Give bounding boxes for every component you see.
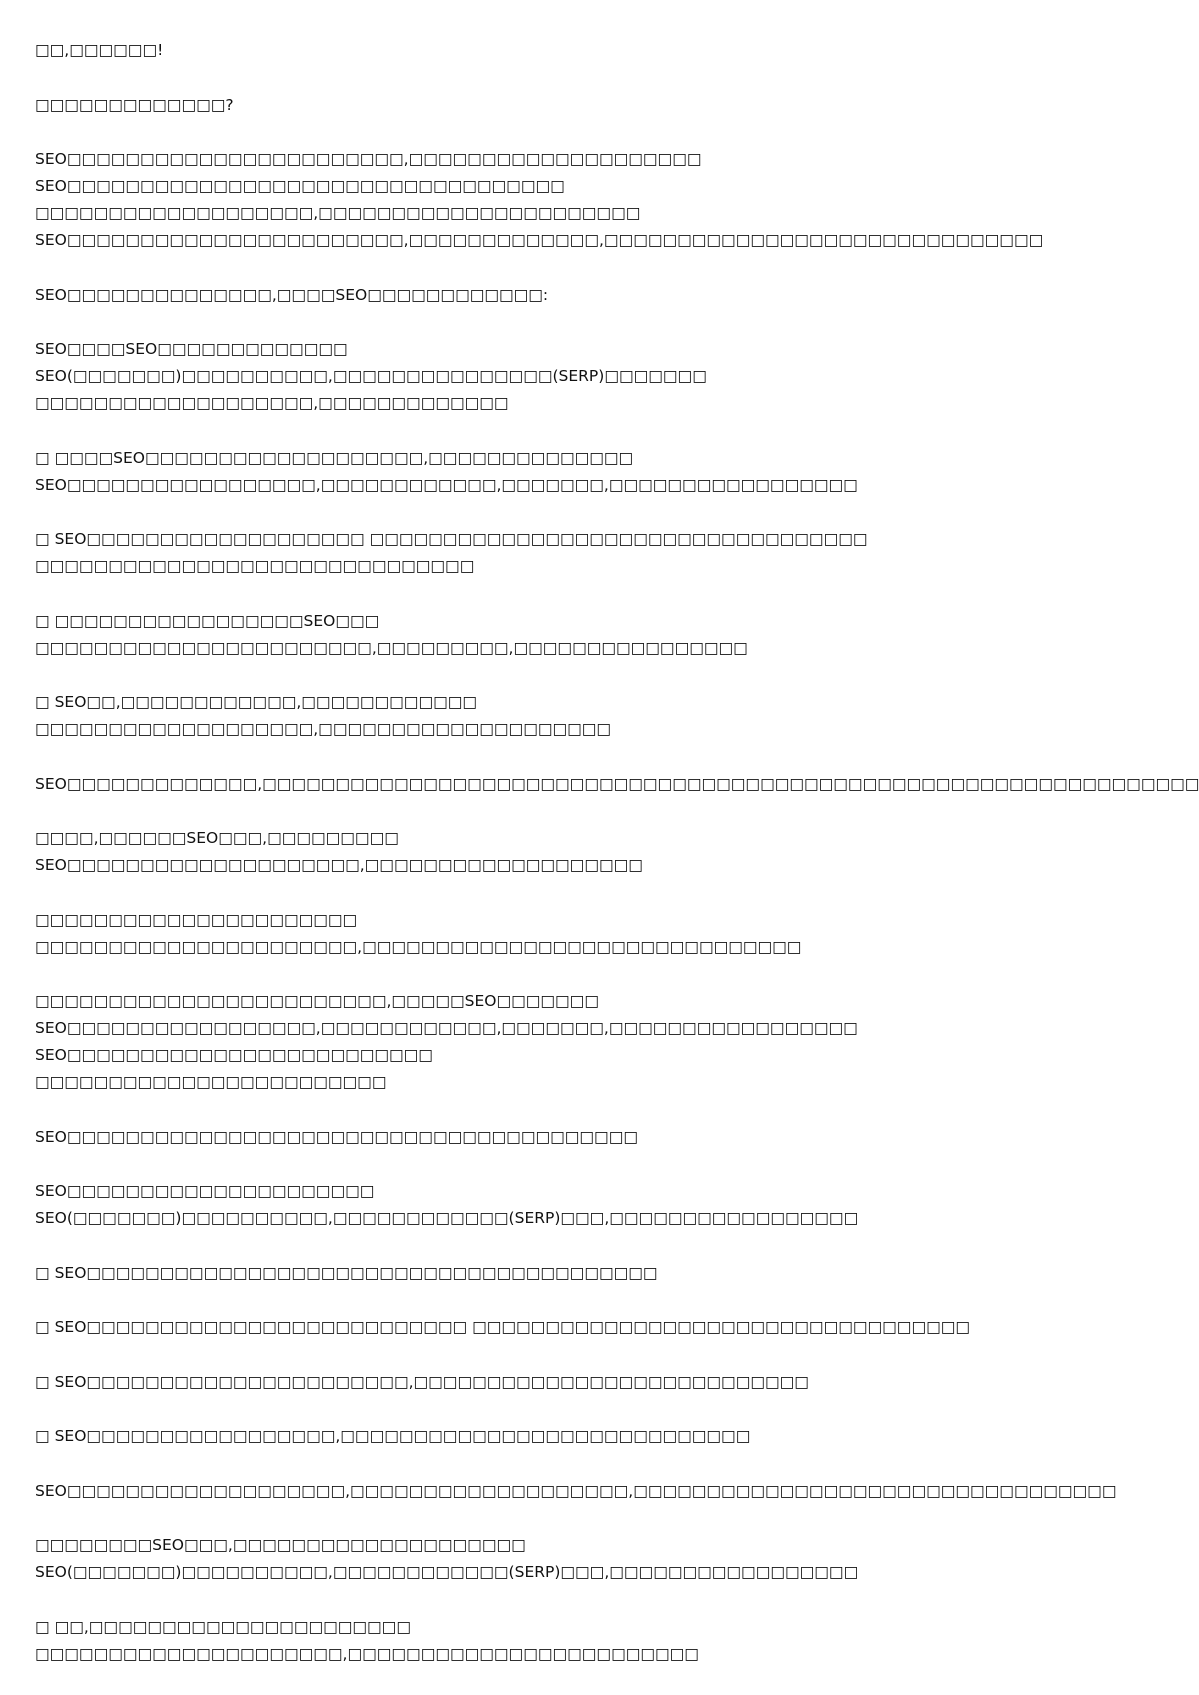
paragraph: □□□□□□□□□□□□□? — [35, 95, 234, 114]
list-item: □ SEO□□□□□□□□□□□□□□□□□□□ □□□□□□□□□□□□□□□□□□□□□□□□□□□□□□□□□□ □□□□□□□□□□□□□□□□□□□□□□□□□□□□□□ — [35, 530, 868, 575]
list-item: □ □□,□□□□□□□□□□□□□□□□□□□□□□ □□□□□□□□□□□□□□□□□□□□□,□□□□□□□□□□□□□□□□□□□□□□□□ — [35, 1617, 699, 1663]
paragraph: □□□□,□□□□□□SEO□□□,□□□□□□□□□ SEO□□□□□□□□□□□□□□□□□□□□,□□□□□□□□□□□□□□□□□□□ — [35, 829, 643, 874]
paragraph: SEO□□□□□□□□□□□□□□□□□□□□□□□□□□□□□□□□□□□□□□□ — [35, 1127, 638, 1146]
paragraph: SEO□□□□□□□□□□□□□□□□□□□,□□□□□□□□□□□□□□□□□□□,□□□□□□□□□□□□□□□□□□□□□□□□□□□□□□□□□ — [35, 1481, 1117, 1500]
paragraph: □ □□□□SEO□□□□□□□□□□□□□□□□□□□,□□□□□□□□□□□□□□ SEO□□□□□□□□□□□□□□□□□,□□□□□□□□□□□□,□□□□□□□,□□□□□□□□□□□□□□□□□ — [35, 448, 858, 494]
paragraph: □□,□□□□□□! — [35, 41, 164, 59]
list-item: □ SEO□□□□□□□□□□□□□□□□□□□□□□□□□□□□□□□□□□□□□□□ — [35, 1263, 658, 1282]
paragraph: SEO□□□□□□□□□□□□□□□□□□□□□ SEO(□□□□□□□)□□□□□□□□□□,□□□□□□□□□□□□(SERP)□□□,□□□□□□□□□□□□□□□□□ — [35, 1182, 859, 1227]
paragraph: SEO□□□□□□□□□□□□□□□□□□□□□□□,□□□□□□□□□□□□□□□□□□□□ SEO□□□□□□□□□□□□□□□□□□□□□□□□□□□□□□□□□□ □□□□□□□□□□□□□□□□□□□,□□□□□□□□□□□□□□□□□□□□□□ SEO□□□□□□□□□□□□□□□□□□□□□□□,□□□□□□□□□□□□□,□□□□□□□□□□□□□□□□□□□□□□□□□□□□□□ — [35, 150, 1044, 249]
list-item: □ SEO□□□□□□□□□□□□□□□□□,□□□□□□□□□□□□□□□□□□□□□□□□□□□□ — [35, 1427, 751, 1445]
list-item: □ □□□□□□□□□□□□□□□□□SEO□□□ □□□□□□□□□□□□□□□□□□□□□□□,□□□□□□□□□,□□□□□□□□□□□□□□□□ — [35, 611, 748, 657]
list-item: □ SEO□□□□□□□□□□□□□□□□□□□□□□,□□□□□□□□□□□□□□□□□□□□□□□□□□□ — [35, 1372, 809, 1391]
paragraph: SEO□□□□□□□□□□□□□□,□□□□SEO□□□□□□□□□□□□: — [35, 285, 549, 304]
paragraph: SEO□□□□□□□□□□□□□,□□□□□□□□□□□□□□□□□□□□□□□□□□□□□□□□□□□□□□□□□□□□□□□□□□□□□□□□□□□□□□□□ — [35, 774, 1199, 793]
document-body — [35, 37, 1199, 1695]
paragraph: SEO□□□□SEO□□□□□□□□□□□□□ SEO(□□□□□□□)□□□□□□□□□□,□□□□□□□□□□□□□□□(SERP)□□□□□□□ □□□□□□□□□□□□□□□□□□□,□□□□□□□□□□□□□ — [35, 340, 707, 412]
list-item: □ SEO□□,□□□□□□□□□□□□,□□□□□□□□□□□□ □□□□□□□□□□□□□□□□□□□,□□□□□□□□□□□□□□□□□□□□ — [35, 693, 612, 738]
paragraph: □□□□□□□□□□□□□□□□□□□□□□ □□□□□□□□□□□□□□□□□□□□□□,□□□□□□□□□□□□□□□□□□□□□□□□□□□□□□ — [35, 910, 802, 956]
paragraph: □□□□□□□□□□□□□□□□□□□□□□□□,□□□□□SEO□□□□□□□ SEO□□□□□□□□□□□□□□□□□,□□□□□□□□□□□□,□□□□□□□,□□□□□□□□□□□□□□□□□ SEO□□□□□□□□□□□□□□□□□□□□□□□□□ □□□□□□□□□□□□□□□□□□□□□□□□ — [35, 992, 858, 1091]
list-item: □ SEO□□□□□□□□□□□□□□□□□□□□□□□□□□ □□□□□□□□□□□□□□□□□□□□□□□□□□□□□□□□□□ — [35, 1318, 971, 1336]
paragraph: □□□□□□□□SEO□□□,□□□□□□□□□□□□□□□□□□□□ SEO(□□□□□□□)□□□□□□□□□□,□□□□□□□□□□□□(SERP)□□□,□□□□□□□□□□□□□□□□□ — [35, 1536, 859, 1581]
